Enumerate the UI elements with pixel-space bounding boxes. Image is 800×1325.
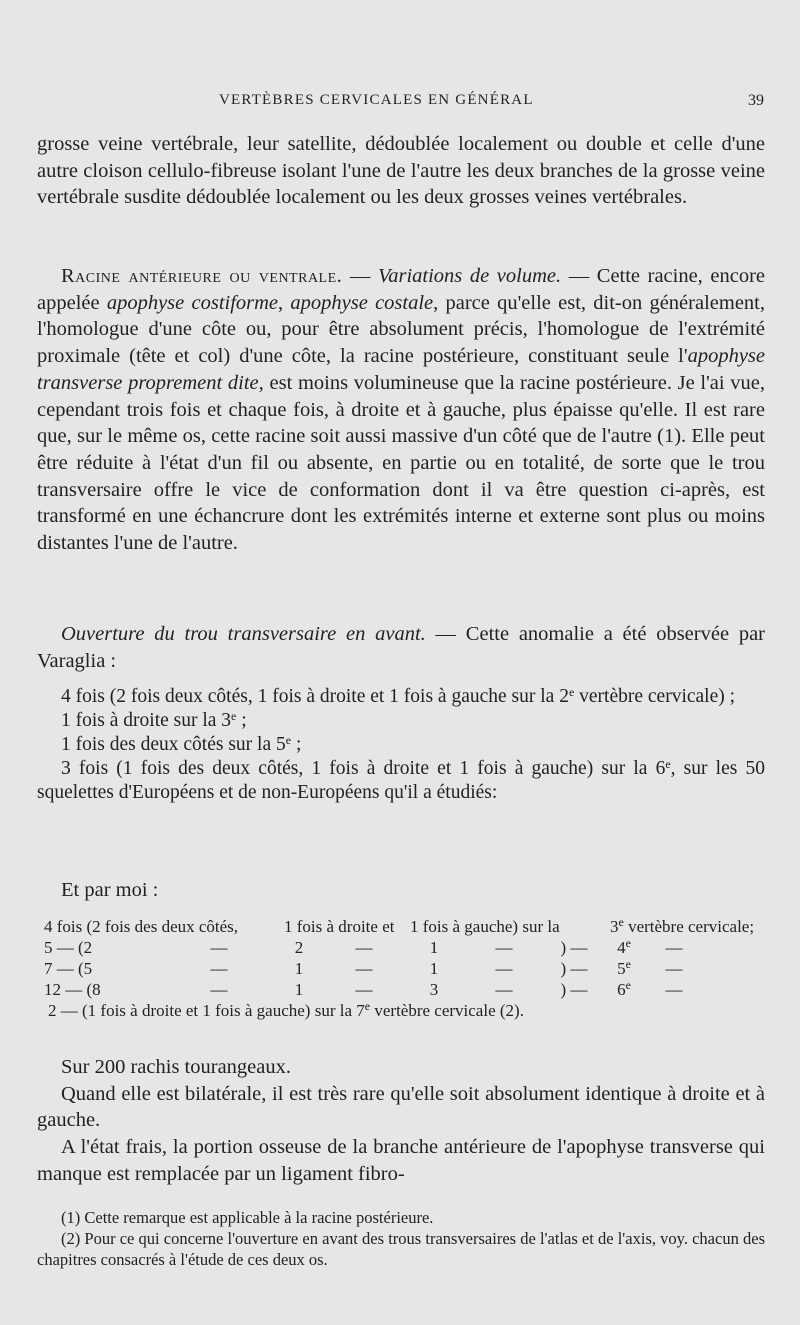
list-item: 3 fois (1 fois des deux côtés, 1 fois à droite et 1 fois à gauche) sur la 6e, sur les 50 squelettes d'Européens et de non-Européens qu'il a étudiés: [37, 757, 765, 803]
footnote-2: (2) Pour ce qui concerne l'ouverture en avant des trous transversaires de l'atlas et de l'axis, voy. chacun des chapitres consacrés à l'étude de ces deux os. [37, 1229, 765, 1269]
page-number: 39 [748, 92, 764, 109]
closing-paragraphs: Sur 200 rachis tourangeaux. Quand elle est bilatérale, il est très rare qu'elle soit absolument identique à droite et à gauche. A l'état frais, la portion osseuse de la branche antérieure de l'apophyse transverse qui manque est remplacée par un ligament fibro- [37, 1056, 765, 1185]
list-item: 1 fois à droite sur la 3e ; [61, 709, 247, 731]
list-item: 4 fois (2 fois deux côtés, 1 fois à droite et 1 fois à gauche sur la 2e vertèbre cervicale) ; [61, 685, 736, 707]
paragraph-continuation: grosse veine vertébrale, leur satellite, dédoublée localement ou double et celle d'une autre cloison cellulo-fibreuse isolant l'une de l'autre les deux branches de la grosse veine vertébrale susdite dédoublée localement ou les deux grosses veines vertébrales. [37, 133, 765, 209]
varaglia-list [37, 685, 765, 805]
et-par-moi: Et par moi : [61, 879, 159, 901]
list-item: 1 fois des deux côtés sur la 5e ; [61, 733, 302, 755]
subsection-heading: Ouverture du trou transversaire en avant. [61, 623, 426, 645]
author-table [44, 916, 769, 1021]
table-row: 7 — (5 — 1 — 1 — ) — 5e — [44, 957, 683, 978]
section-heading: Racine antérieure ou ventrale. [61, 265, 343, 287]
table-row: 4 fois (2 fois des deux côtés, 1 fois à droite et 1 fois à gauche) sur la 3e vertèbre cervicale; [44, 915, 755, 936]
table-row: 2 — (1 fois à droite et 1 fois à gauche) sur la 7e vertèbre cervicale (2). [48, 999, 524, 1020]
footnotes [37, 1207, 765, 1270]
table-row: 5 — (2 — 2 — 1 — ) — 4e — [44, 936, 683, 957]
table-row: 12 — (8 — 1 — 3 — ) — 6e — [44, 978, 683, 999]
subsection-heading: Variations de volume. [377, 265, 562, 287]
paragraph-racine-anterieure: Racine antérieure ou ventrale. — Variations de volume. — Cette racine, encore appelée apophyse costiforme, apophyse costale, parce qu'elle est, dit-on généralement, l'homologue d'une côte ou, pour être absolument précis, l'homologue de l'extrémité proximale (tête et col) d'une côte, la racine postérieure, constituant seule l'apophyse transverse proprement dite, est moins volumineuse que la racine postérieure. Je l'ai vue, cependant trois fois et chaque fois, à droite et à gauche, plus épaisse qu'elle. Il est rare que, sur le même os, cette racine soit aussi massive d'un côté que de l'autre (1). Elle peut être réduite à l'état d'un fil ou absente, en partie ou en totalité, de sorte que le trou transversaire offre le vice de conformation dont il va être question ci-après, est transformé en une échancrure dont les extrémités interne et externe sont plus ou moins distantes l'une de l'autre. [37, 265, 766, 555]
paragraph-ouverture: Ouverture du trou transversaire en avant. — Cette anomalie a été observée par Varaglia : [37, 623, 765, 672]
footnote-1: (1) Cette remarque est applicable à la racine postérieure. [61, 1208, 434, 1227]
running-title: VERTÈBRES CERVICALES EN GÉNÉRAL [219, 92, 534, 108]
running-header [0, 92, 800, 112]
